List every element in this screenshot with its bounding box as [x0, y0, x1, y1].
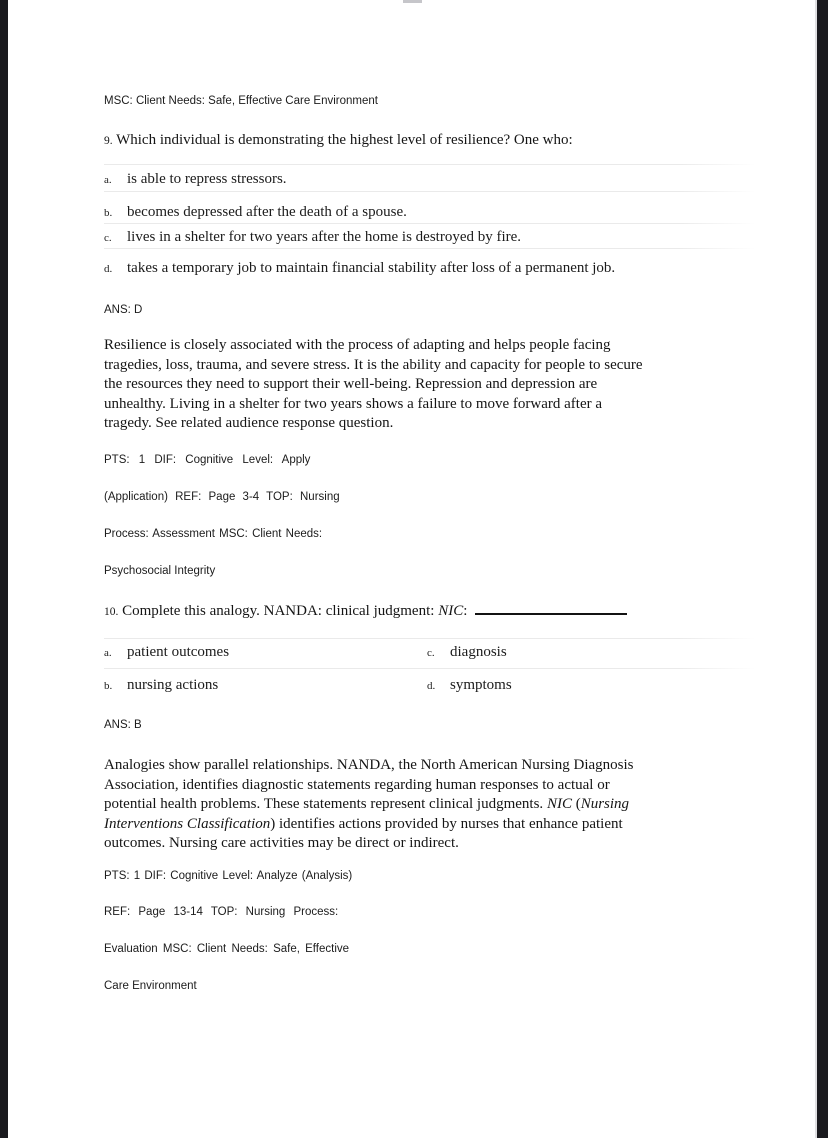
- option-letter: d.: [427, 680, 436, 692]
- option-divider: [104, 223, 756, 224]
- rationale-q9: Resilience is closely associated with the process of adapting and helps people facing tragedies, loss, trauma, and severe stress. It is the ability and capacity for people to secure the resources they need to support their well-being. Repression and depression are unhealthy. Living in a shelter for two years shows a failure to move forward after a tragedy. See related audience response question.: [104, 337, 643, 431]
- meta-q9-client-needs: Psychosocial Integrity: [104, 565, 216, 577]
- answer-option-9c: [104, 228, 521, 246]
- answer-option-10d: [427, 676, 512, 694]
- option-text: takes a temporary job to maintain financial stability after loss of a permanent job.: [127, 260, 616, 276]
- meta-q10-pts: PTS: 1 DIF: Cognitive Level: Analyze (Analysis): [104, 870, 353, 882]
- right-letterbox-bar: [817, 0, 828, 1138]
- option-divider: [104, 638, 756, 639]
- option-letter: b.: [104, 680, 113, 692]
- answer-option-10a: [104, 643, 229, 661]
- meta-q9-pts: PTS: 1 DIF: Cognitive Level: Apply: [104, 454, 311, 466]
- question-10-text: Complete this analogy. NANDA: clinical judgment: NIC:: [122, 603, 472, 619]
- option-letter: d.: [104, 263, 113, 275]
- answer-blank-line: [475, 601, 627, 615]
- question-9-number: 9.: [104, 135, 113, 147]
- rationale-q10: Analogies show parallel relationships. NANDA, the North American Nursing Diagnosis Association, identifies diagnostic statements regarding human responses to actual or potential health problems. These statements represent clinical judgments. NIC (Nursing Interventions Classification) identifies actions provided by nurses that enhance patient outcomes. Nursing care activities may be direct or indirect.: [104, 757, 634, 851]
- answer-label-q9: ANS: D: [104, 304, 143, 316]
- option-divider: [104, 668, 756, 669]
- question-9-text: Which individual is demonstrating the highest level of resilience? One who:: [116, 132, 573, 148]
- meta-q9-ref: (Application) REF: Page 3-4 TOP: Nursing: [104, 491, 340, 503]
- answer-option-9b: [104, 203, 407, 221]
- option-text: diagnosis: [450, 644, 507, 660]
- option-divider: [104, 164, 756, 165]
- option-letter: c.: [427, 647, 435, 659]
- option-letter: b.: [104, 207, 113, 219]
- answer-option-9d: [104, 259, 615, 277]
- left-letterbox-bar: [0, 0, 8, 1138]
- meta-q10-client-needs: Evaluation MSC: Client Needs: Safe, Effective: [104, 943, 350, 955]
- top-partial-mark: [403, 0, 422, 3]
- meta-q10-ref: REF: Page 13-14 TOP: Nursing Process:: [104, 906, 339, 918]
- option-text: nursing actions: [127, 677, 219, 693]
- option-letter: a.: [104, 647, 112, 659]
- answer-option-10b: [104, 676, 218, 694]
- meta-q10-care-environment: Care Environment: [104, 980, 197, 992]
- answer-label-q10: ANS: B: [104, 719, 142, 731]
- option-divider: [104, 191, 756, 192]
- option-letter: a.: [104, 174, 112, 186]
- option-letter: c.: [104, 232, 112, 244]
- option-text: is able to repress stressors.: [127, 171, 287, 187]
- question-9: [104, 132, 573, 149]
- meta-q9-process: Process: Assessment MSC: Client Needs:: [104, 528, 323, 540]
- option-text: lives in a shelter for two years after the home is destroyed by fire.: [127, 229, 522, 245]
- option-text: becomes depressed after the death of a spouse.: [127, 204, 407, 220]
- answer-option-9a: [104, 170, 287, 188]
- answer-option-10c: [427, 643, 507, 661]
- question-10-number: 10.: [104, 606, 119, 618]
- option-divider: [104, 248, 756, 249]
- msc-note: MSC: Client Needs: Safe, Effective Care Environment: [104, 95, 378, 107]
- option-text: patient outcomes: [127, 644, 230, 660]
- question-10: [104, 601, 627, 620]
- option-text: symptoms: [450, 677, 512, 693]
